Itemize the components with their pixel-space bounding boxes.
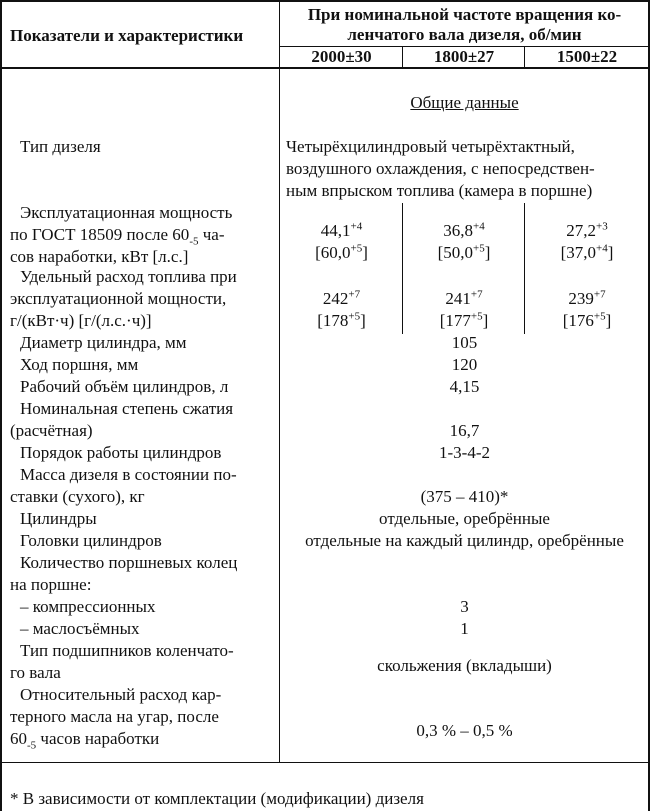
table-border-left [0, 0, 2, 811]
fuel-label-2: эксплуатационной мощности, [10, 289, 227, 308]
volume-value: 4,15 [449, 377, 480, 396]
bearings-value: скольжения (вкладыши) [377, 656, 552, 675]
fuel-label-3: г/(кВт·ч) [г/(л.с.·ч)] [10, 311, 152, 330]
fuel-label-1: Удельный расход топлива при [20, 267, 237, 286]
cylinders-label: Цилиндры [20, 509, 97, 528]
fuel-b-1800-val: 177 [445, 311, 471, 330]
header-right-line-1: При номинальной частоте вращения ко- [307, 5, 622, 24]
bearings-label-2: го вала [10, 663, 61, 682]
power-hp-2000: $[60,0^{+5}]$ [315, 242, 368, 262]
power-kw-1800 [403, 220, 525, 242]
speed-1500: 1500±22 [556, 47, 618, 66]
bore-label: Диаметр цилиндра, мм [20, 333, 187, 352]
power-hp-1800: $[50,0^{+5}]$ [437, 242, 491, 262]
bore-value: 105 [451, 333, 478, 352]
heads-label: Головки цилиндров [20, 531, 162, 550]
power-hp-2000-val: 60,0 [320, 243, 351, 262]
cylinders-value: отдельные, оребрённые [379, 509, 550, 528]
power-kw-1800-val: 36,8 [443, 221, 474, 240]
compression-label-2: (расчётная) [10, 421, 93, 440]
fuel-b-1500-val: 176 [568, 311, 594, 330]
fuel-a-1800-tol: +7 [470, 288, 483, 301]
power-label-2-tol: -5 [189, 235, 199, 248]
compression-value: 16,7 [449, 421, 480, 440]
fuel-b-1800-tol: +5 [470, 310, 483, 323]
fuel-b-1500-tol: +5 [593, 310, 606, 323]
power-kw-1500 [525, 220, 649, 242]
oil-label-3 [10, 728, 159, 750]
power-kw-1800-tol: +4 [473, 220, 485, 233]
oil-label-1: Относительный расход кар- [20, 685, 222, 704]
oil-label-3-tail: часов наработки [36, 729, 160, 748]
oil-value: 0,3 % – 0,5 % [416, 721, 513, 740]
fuel-a-1800 [403, 288, 525, 310]
rings-label-2: на поршне: [10, 575, 92, 594]
power-hp-1500-tol: +4 [596, 242, 608, 255]
type-value-2: воздушного охлаждения, с непосредствен- [286, 159, 595, 178]
section-title [280, 92, 649, 114]
power-kw-2000-tol: +4 [350, 220, 363, 233]
oil-label-2: терного масла на угар, после [10, 707, 219, 726]
fuel-b-2000-val: 178 [322, 311, 349, 330]
stroke-label: Ход поршня, мм [20, 355, 139, 374]
power-hp-1500-val: 37,0 [566, 243, 597, 262]
power-label-2 [10, 224, 225, 246]
rings-oil-label: – маслосъёмных [20, 619, 140, 638]
fuel-a-2000 [280, 288, 403, 310]
header-right-line-2: ленчатого вала дизеля, об/мин [347, 25, 582, 44]
header-left-label: Показатели и характеристики [10, 26, 244, 45]
type-label: Тип дизеля [20, 137, 101, 156]
rings-oil-value: 1 [460, 619, 469, 638]
footnote-rule [0, 762, 650, 763]
power-label-2-text: по ГОСТ 18509 после 60 [10, 225, 190, 244]
power-kw-2000 [280, 220, 403, 242]
fuel-a-2000-val: 242 [322, 289, 349, 308]
power-label-2-tail: ча- [198, 225, 225, 244]
oil-label-3-num: 60 [10, 729, 27, 748]
fuel-a-2000-tol: +7 [348, 288, 361, 301]
heads-value: отдельные на каждый цилиндр, оребрённые [305, 531, 624, 550]
fuel-a-1500-val: 239 [568, 289, 594, 308]
power-hp-1800-val: 50,0 [443, 243, 474, 262]
rings-label-1: Количество поршневых колец [20, 553, 238, 572]
fuel-a-1500-tol: +7 [593, 288, 606, 301]
speed-2000: 2000±30 [311, 47, 372, 66]
rings-comp-value: 3 [460, 597, 469, 616]
stroke-value: 120 [451, 355, 478, 374]
fuel-b-1800: $[177^{+5}]$ [439, 310, 489, 330]
type-value-1: Четырёхцилиндровый четырёхтактный, [286, 137, 575, 156]
fuel-a-1800-val: 241 [445, 289, 471, 308]
order-value: 1-3-4-2 [439, 443, 490, 462]
power-kw-1500-tol: +3 [596, 220, 608, 233]
power-hp-1800-tol: +5 [473, 242, 485, 255]
power-hp-2000-tol: +5 [350, 242, 363, 255]
order-label: Порядок работы цилиндров [20, 443, 222, 462]
fuel-b-2000: $[178^{+5}]$ [317, 310, 366, 330]
section-title-text: Общие данные [410, 93, 519, 112]
power-label-3: сов наработки, кВт [л.с.] [10, 247, 189, 266]
power-label-1: Эксплуатационная мощность [20, 203, 233, 222]
fuel-a-1500 [525, 288, 649, 310]
fuel-b-1500: $[176^{+5}]$ [562, 310, 612, 330]
oil-label-3-tol: -5 [27, 739, 37, 752]
fuel-b-2000-tol: +5 [348, 310, 361, 323]
power-hp-1500: $[37,0^{+4}]$ [560, 242, 614, 262]
power-kw-2000-val: 44,1 [320, 221, 351, 240]
footnote: * В зависимости от комплектации (модификации) дизеля [10, 789, 424, 808]
mass-label-2: ставки (сухого), кг [10, 487, 145, 506]
mass-label-1: Масса дизеля в состоянии по- [20, 465, 237, 484]
power-kw-1500-val: 27,2 [566, 221, 597, 240]
table-border-top [0, 0, 650, 2]
speed-1800: 1800±27 [433, 47, 495, 66]
mass-value: (375 – 410)* [420, 487, 509, 506]
compression-label-1: Номинальная степень сжатия [20, 399, 234, 418]
volume-label: Рабочий объём цилиндров, л [20, 377, 229, 396]
type-value-3: ным впрыском топлива (камера в поршне) [286, 181, 593, 200]
rings-comp-label: – компрессионных [20, 597, 156, 616]
bearings-label-1: Тип подшипников коленчато- [20, 641, 234, 660]
